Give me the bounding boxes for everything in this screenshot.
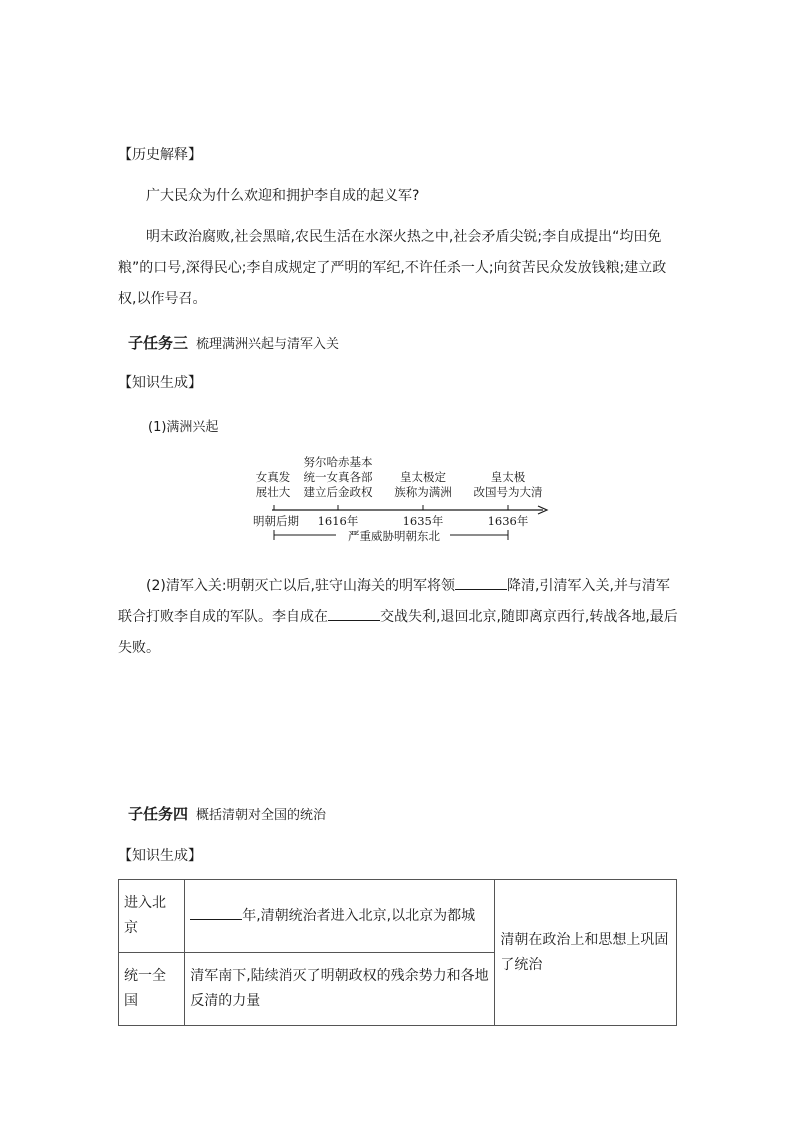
subtask-3-heading (128, 332, 339, 353)
timeline (238, 452, 558, 552)
timeline-event-2-line-3: 建立后金政权 (303, 485, 373, 499)
item-1-manchu-rise: (1)满洲兴起 (148, 420, 219, 435)
subtask-4-heading (128, 803, 326, 824)
timeline-event-1-line-1: 女真发 (255, 470, 291, 484)
answer-blank-battle-place[interactable] (328, 606, 380, 621)
timeline-event-3 (378, 470, 468, 500)
row-2-label: 统一全国 (119, 953, 185, 1026)
table-conclusion: 清朝在政治上和思想上巩固了统治 (495, 880, 677, 1026)
subtask-4-description: 概括清朝对全国的统治 (196, 808, 327, 823)
history-question: 广大民众为什么欢迎和拥护李自成的起义军? (146, 188, 420, 204)
timeline-event-4 (463, 470, 553, 500)
answer-blank-year[interactable] (190, 905, 242, 920)
timeline-event-3-line-1: 皇太极定 (400, 470, 446, 484)
timeline-span-label: 严重威胁明朝东北 (348, 529, 440, 543)
item-2-qing-enter-pass (118, 571, 678, 664)
timeline-time-2: 1616年 (317, 514, 359, 528)
table-row (119, 880, 677, 953)
timeline-time-1: 明朝后期 (253, 514, 299, 528)
subtask-4-label: 子任务四 (128, 805, 189, 823)
qing-rule-table (118, 879, 677, 1026)
item-2-text-c: 交战失利,退回北京,随即离京西行,转战各地,最后失败。 (118, 609, 678, 656)
timeline-time-3: 1635年 (402, 514, 444, 528)
row-1-label: 进入北京 (119, 880, 185, 953)
row-1-content-text: 年,清朝统治者进入北京,以北京为都城 (242, 907, 476, 924)
timeline-event-1-line-2: 展壮大 (255, 485, 291, 499)
subtask-3-label: 子任务三 (128, 334, 189, 352)
item-2-text-a: (2)清军入关:明朝灭亡以后,驻守山海关的明军将领 (146, 578, 455, 594)
knowledge-header-4: 【知识生成】 (118, 848, 202, 864)
timeline-event-2-line-2: 统一女真各部 (303, 470, 373, 484)
history-explanation-header: 【历史解释】 (118, 147, 202, 163)
answer-blank-general[interactable] (455, 575, 507, 590)
row-2-content: 清军南下,陆续消灭了明朝政权的残余势力和各地反清的力量 (185, 953, 495, 1026)
timeline-event-4-line-1: 皇太极 (490, 470, 526, 484)
timeline-event-4-line-2: 改国号为大清 (473, 485, 543, 499)
row-1-content (185, 880, 495, 953)
item-2-text-b: 降清,引清军入关,并与清军联合打败李自成的军队。李自成在 (118, 578, 670, 625)
subtask-3-description: 梳理满洲兴起与清军入关 (196, 337, 340, 352)
history-answer: 明末政治腐败,社会黑暗,农民生活在水深火热之中,社会矛盾尖锐;李自成提出“均田免粮”的口号,深得民心;李自成规定了严明的军纪,不许任杀一人;向贫苦民众发放钱粮;建立政权,以作号召。 (118, 229, 667, 307)
timeline-event-2-line-1: 努尔哈赤基本 (303, 455, 373, 469)
timeline-time-4: 1636年 (487, 514, 529, 528)
timeline-event-3-line-2: 族称为满洲 (394, 485, 452, 499)
knowledge-header-3: 【知识生成】 (118, 375, 202, 391)
timeline-event-2 (293, 455, 383, 500)
